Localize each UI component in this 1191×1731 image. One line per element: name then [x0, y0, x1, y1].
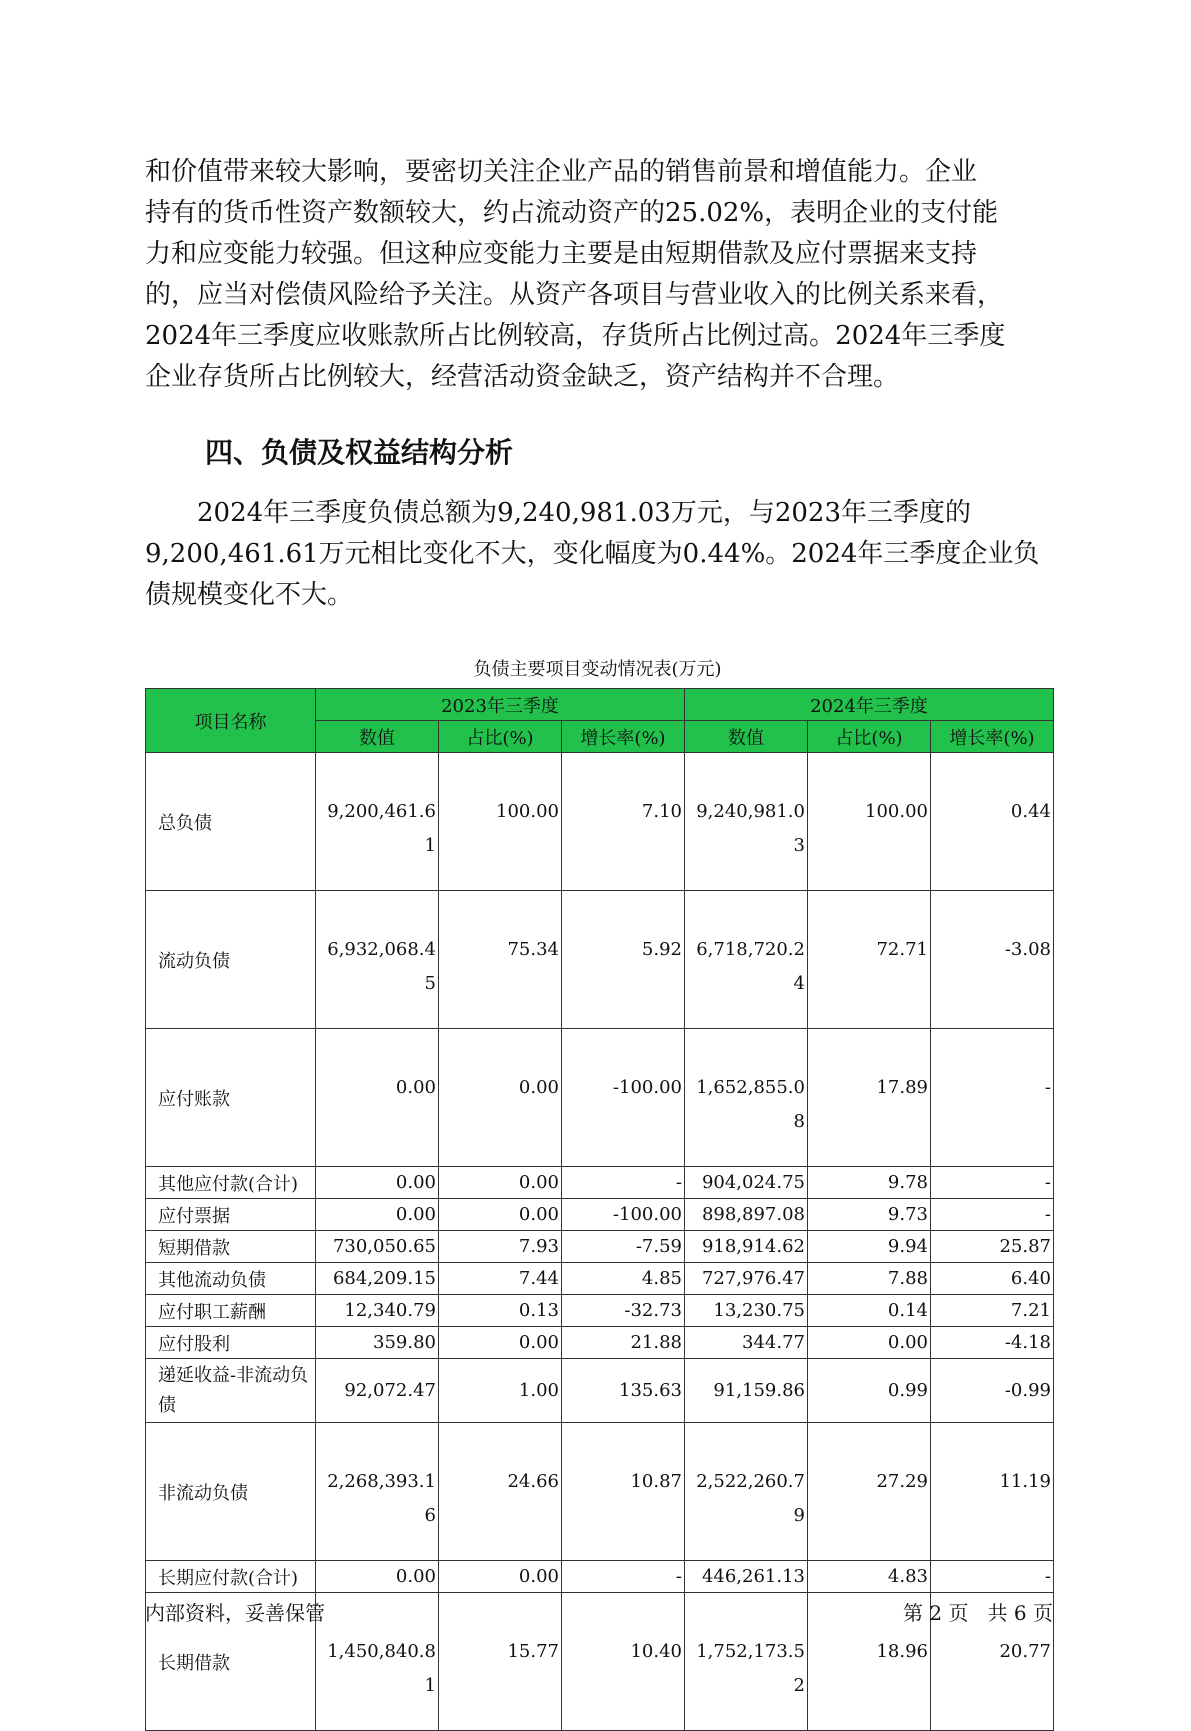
cell-share-2023: 0.13: [439, 1295, 562, 1327]
row-label: 非流动负债: [146, 1423, 316, 1561]
cell-share-2024: 18.96: [808, 1593, 931, 1731]
cell-share-2023: 0.00: [439, 1167, 562, 1199]
table-caption: 负债主要项目变动情况表(万元): [473, 659, 722, 680]
table-row: [146, 1327, 1054, 1359]
cell-growth-2023: 7.10: [562, 753, 685, 891]
cell-share-2023: 0.00: [439, 1199, 562, 1231]
cell-growth-2024: -: [931, 1199, 1054, 1231]
cell-value-2023: 0.00: [316, 1167, 439, 1199]
table-row: [146, 753, 1054, 891]
row-label: 递延收益-非流动负债: [146, 1359, 316, 1423]
cell-value-2024: 13,230.75: [685, 1295, 808, 1327]
cell-value-2023: 1,450,840.81: [316, 1593, 439, 1731]
header-value-2024: 数值: [685, 721, 808, 753]
table-row: [146, 1199, 1054, 1231]
cell-value-2024: 904,024.75: [685, 1167, 808, 1199]
row-label: 长期借款: [146, 1593, 316, 1731]
row-label: 应付票据: [146, 1199, 316, 1231]
cell-value-2024: 91,159.86: [685, 1359, 808, 1423]
cell-share-2023: 24.66: [439, 1423, 562, 1561]
cell-share-2024: 4.83: [808, 1561, 931, 1593]
cell-growth-2024: 0.44: [931, 753, 1054, 891]
cell-growth-2023: -32.73: [562, 1295, 685, 1327]
header-item-name: 项目名称: [146, 689, 316, 753]
cell-share-2023: 0.00: [439, 1327, 562, 1359]
cell-growth-2023: -: [562, 1561, 685, 1593]
text-line: 和价值带来较大影响，要密切关注企业产品的销售前景和增值能力。企业: [145, 157, 978, 187]
text-line: 的，应当对偿债风险给予关注。从资产各项目与营业收入的比例关系来看，: [145, 280, 1004, 310]
cell-growth-2024: 6.40: [931, 1263, 1054, 1295]
cell-value-2024: 918,914.62: [685, 1231, 808, 1263]
cell-share-2024: 7.88: [808, 1263, 931, 1295]
cell-growth-2024: -3.08: [931, 891, 1054, 1029]
text-line: 2024年三季度应收账款所占比例较高，存货所占比例过高。2024年三季度: [145, 321, 1006, 351]
table-row: [146, 1359, 1054, 1423]
table-row: [146, 1231, 1054, 1263]
cell-value-2023: 0.00: [316, 1029, 439, 1167]
cell-share-2023: 15.77: [439, 1593, 562, 1731]
cell-share-2023: 1.00: [439, 1359, 562, 1423]
cell-growth-2024: 11.19: [931, 1423, 1054, 1561]
table-row: [146, 1029, 1054, 1167]
cell-share-2024: 0.99: [808, 1359, 931, 1423]
cell-value-2023: 730,050.65: [316, 1231, 439, 1263]
text-line: 力和应变能力较强。但这种应变能力主要是由短期借款及应付票据来支持: [145, 239, 978, 269]
cell-growth-2024: -4.18: [931, 1327, 1054, 1359]
cell-value-2023: 9,200,461.61: [316, 753, 439, 891]
cell-value-2023: 2,268,393.16: [316, 1423, 439, 1561]
cell-growth-2024: -0.99: [931, 1359, 1054, 1423]
cell-share-2024: 9.94: [808, 1231, 931, 1263]
cell-share-2023: 7.44: [439, 1263, 562, 1295]
cell-share-2023: 7.93: [439, 1231, 562, 1263]
cell-value-2023: 6,932,068.45: [316, 891, 439, 1029]
cell-growth-2023: -7.59: [562, 1231, 685, 1263]
cell-value-2024: 1,752,173.52: [685, 1593, 808, 1731]
row-label: 应付职工薪酬: [146, 1295, 316, 1327]
cell-share-2024: 72.71: [808, 891, 931, 1029]
table-row: [146, 1263, 1054, 1295]
table-row: [146, 1423, 1054, 1561]
cell-share-2024: 9.73: [808, 1199, 931, 1231]
cell-value-2024: 898,897.08: [685, 1199, 808, 1231]
row-label: 其他流动负债: [146, 1263, 316, 1295]
cell-share-2024: 27.29: [808, 1423, 931, 1561]
row-label: 应付账款: [146, 1029, 316, 1167]
table-row: [146, 891, 1054, 1029]
section-heading: 四、负债及权益结构分析: [205, 436, 514, 469]
text-line: 企业存货所占比例较大，经营活动资金缺乏，资产结构并不合理。: [145, 362, 900, 392]
header-growth-2023: 增长率(%): [562, 721, 685, 753]
text-line: 债规模变化不大。: [145, 580, 354, 610]
cell-value-2023: 684,209.15: [316, 1263, 439, 1295]
cell-growth-2024: 20.77: [931, 1593, 1054, 1731]
cell-value-2023: 92,072.47: [316, 1359, 439, 1423]
cell-share-2024: 100.00: [808, 753, 931, 891]
header-share-2024: 占比(%): [808, 721, 931, 753]
cell-growth-2024: 7.21: [931, 1295, 1054, 1327]
cell-value-2024: 727,976.47: [685, 1263, 808, 1295]
cell-share-2023: 0.00: [439, 1029, 562, 1167]
text-line: 持有的货币性资产数额较大，约占流动资产的25.02%，表明企业的支付能: [145, 198, 999, 228]
cell-growth-2023: 135.63: [562, 1359, 685, 1423]
cell-share-2023: 75.34: [439, 891, 562, 1029]
text-line: 9,200,461.61万元相比变化不大，变化幅度为0.44%。2024年三季度企业负: [145, 539, 1040, 569]
cell-share-2024: 17.89: [808, 1029, 931, 1167]
cell-growth-2024: -: [931, 1029, 1054, 1167]
cell-value-2024: 2,522,260.79: [685, 1423, 808, 1561]
header-growth-2024: 增长率(%): [931, 721, 1054, 753]
cell-value-2024: 6,718,720.24: [685, 891, 808, 1029]
cell-value-2024: 446,261.13: [685, 1561, 808, 1593]
cell-growth-2023: 4.85: [562, 1263, 685, 1295]
cell-share-2024: 0.14: [808, 1295, 931, 1327]
header-period-2023: 2023年三季度: [316, 689, 685, 721]
cell-growth-2023: 5.92: [562, 891, 685, 1029]
table-row: [146, 1561, 1054, 1593]
cell-value-2023: 0.00: [316, 1561, 439, 1593]
header-period-2024: 2024年三季度: [685, 689, 1054, 721]
cell-value-2024: 1,652,855.08: [685, 1029, 808, 1167]
header-value-2023: 数值: [316, 721, 439, 753]
cell-growth-2023: -100.00: [562, 1029, 685, 1167]
cell-share-2024: 0.00: [808, 1327, 931, 1359]
cell-value-2024: 9,240,981.03: [685, 753, 808, 891]
cell-growth-2023: 21.88: [562, 1327, 685, 1359]
cell-value-2023: 359.80: [316, 1327, 439, 1359]
text-line: 2024年三季度负债总额为9,240,981.03万元，与2023年三季度的: [197, 498, 972, 528]
cell-growth-2023: -: [562, 1167, 685, 1199]
cell-growth-2023: 10.40: [562, 1593, 685, 1731]
liability-table: [145, 688, 1054, 1731]
footer-page-number: 第 2 页 共 6 页: [903, 1601, 1053, 1625]
footer-confidential-note: 内部资料，妥善保管: [145, 1601, 325, 1625]
cell-value-2023: 12,340.79: [316, 1295, 439, 1327]
cell-share-2024: 9.78: [808, 1167, 931, 1199]
cell-growth-2023: -100.00: [562, 1199, 685, 1231]
cell-growth-2024: -: [931, 1167, 1054, 1199]
row-label: 应付股利: [146, 1327, 316, 1359]
row-label: 短期借款: [146, 1231, 316, 1263]
row-label: 流动负债: [146, 891, 316, 1029]
paragraph-asset-analysis: [145, 152, 1050, 398]
cell-share-2023: 100.00: [439, 753, 562, 891]
table-row: [146, 1295, 1054, 1327]
table-row: [146, 1167, 1054, 1199]
cell-value-2024: 344.77: [685, 1327, 808, 1359]
header-share-2023: 占比(%): [439, 721, 562, 753]
row-label: 长期应付款(合计): [146, 1561, 316, 1593]
row-label: 其他应付款(合计): [146, 1167, 316, 1199]
row-label: 总负债: [146, 753, 316, 891]
cell-value-2023: 0.00: [316, 1199, 439, 1231]
cell-growth-2024: 25.87: [931, 1231, 1054, 1263]
paragraph-liability-summary: [145, 493, 1050, 616]
cell-growth-2023: 10.87: [562, 1423, 685, 1561]
cell-share-2023: 0.00: [439, 1561, 562, 1593]
cell-growth-2024: -: [931, 1561, 1054, 1593]
